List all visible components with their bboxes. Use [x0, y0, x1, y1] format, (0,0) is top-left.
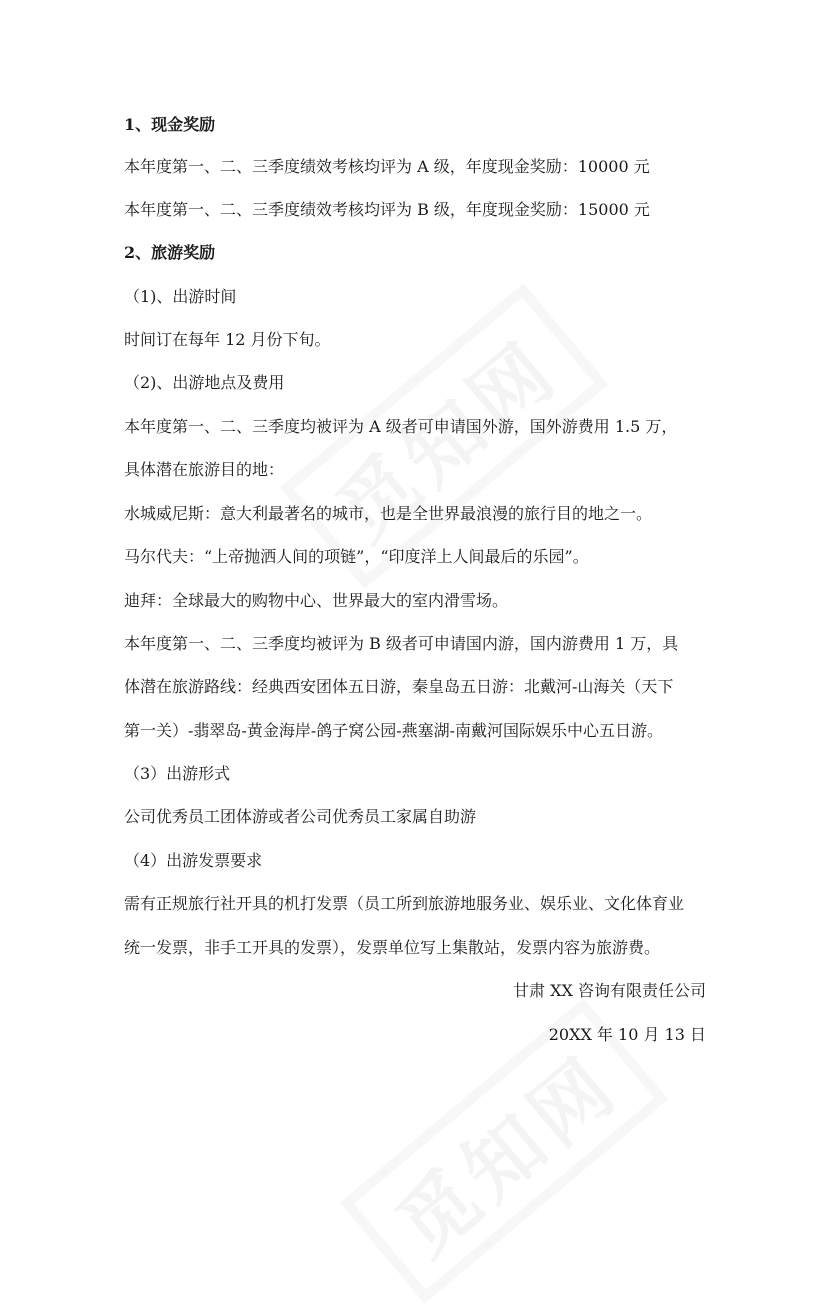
paragraph-line: 第一关）-翡翠岛-黄金海岸-鸽子窝公园-燕塞湖-南戴河国际娱乐中心五日游。 [124, 721, 664, 740]
paragraph-line: 水城威尼斯：意大利最著名的城市，也是全世界最浪漫的旅行目的地之一。 [124, 504, 653, 523]
subheading-invoice-requirements: （4）出游发票要求 [124, 851, 263, 870]
paragraph-line: 马尔代夫：“上帝抛洒人间的项链”，“印度洋上人间最后的乐园”。 [124, 547, 589, 566]
section-heading-travel-reward: 2、旅游奖励 [124, 243, 216, 262]
paragraph-line: 时间订在每年 12 月份下旬。 [124, 330, 331, 349]
paragraph-line: 公司优秀员工团体游或者公司优秀员工家属自助游 [124, 807, 477, 826]
paragraph-line: 迪拜：全球最大的购物中心、世界最大的室内滑雪场。 [124, 591, 509, 610]
paragraph-line: 统一发票，非手工开具的发票），发票单位写上集散站，发票内容为旅游费。 [124, 938, 661, 957]
paragraph-line: 需有正规旅行社开具的机打发票（员工所到旅游地服务业、娱乐业、文化体育业 [124, 894, 685, 913]
paragraph-line: 具体潜在旅游目的地： [124, 460, 285, 479]
subheading-travel-form: （3）出游形式 [124, 764, 231, 783]
company-signature: 甘肃 XX 咨询有限责任公司 [513, 981, 706, 1000]
subheading-travel-time: （1)、出游时间 [124, 287, 237, 306]
document-date: 20XX 年 10 月 13 日 [548, 1025, 706, 1044]
paragraph-line: 本年度第一、二、三季度均被评为 A 级者可申请国外游，国外游费用 1.5 万， [124, 417, 678, 436]
paragraph-line: 体潜在旅游路线：经典西安团体五日游，秦皇岛五日游：北戴河-山海关（天下 [124, 677, 674, 696]
section-heading-cash-reward: 1、现金奖励 [124, 115, 216, 134]
paragraph-line: 本年度第一、二、三季度绩效考核均评为 B 级，年度现金奖励：15000 元 [124, 200, 650, 219]
paragraph-line: 本年度第一、二、三季度均被评为 B 级者可申请国内游，国内游费用 1 万，具 [124, 634, 679, 653]
paragraph-line: 本年度第一、二、三季度绩效考核均评为 A 级，年度现金奖励：10000 元 [124, 157, 650, 176]
subheading-destination-cost: （2)、出游地点及费用 [124, 373, 285, 392]
